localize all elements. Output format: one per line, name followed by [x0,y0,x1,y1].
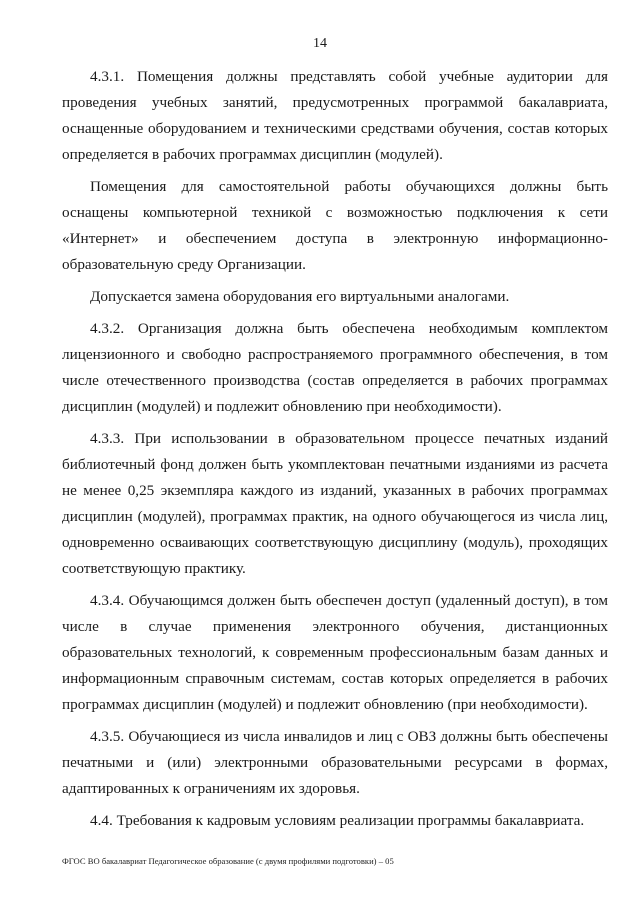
paragraph-4-3-2: 4.3.2. Организация должна быть обеспечена необходимым комплектом лицензионного и свободно распространяемого программного обеспечения, в том числе отечественного производства (состав определяется в рабочих программах дисциплин (модулей) и подлежит обновлению при необходимости). [62,320,608,415]
page-number: 14 [313,36,327,51]
paragraph-self-study-rooms: Помещения для самостоятельной работы обучающихся должны быть оснащены компьютерной техникой с возможностью подключения к сети «Интернет» и обеспечением доступа в электронную информационно-образовательную среду Организации. [62,178,608,273]
page-footer: ФГОС ВО бакалавриат Педагогическое образование (с двумя профилями подготовки) – 05 [62,856,394,866]
paragraph-4-3-1: 4.3.1. Помещения должны представлять собой учебные аудитории для проведения учебных занятий, предусмотренных программой бакалавриата, оснащенные оборудованием и техническими средствами обучения, состав которых определяется в рабочих программах дисциплин (модулей). [62,68,608,163]
document-body [62,64,608,834]
paragraph-4-3-5: 4.3.5. Обучающиеся из числа инвалидов и лиц с ОВЗ должны быть обеспечены печатными и (или) электронными образовательными ресурсами в формах, адаптированных к ограничениям их здоровья. [62,728,608,797]
paragraph-virtual-analogs: Допускается замена оборудования его виртуальными аналогами. [90,288,510,305]
paragraph-4-3-4: 4.3.4. Обучающимся должен быть обеспечен доступ (удаленный доступ), в том числе в случае применения электронного обучения, дистанционных образовательных технологий, к современным профессиональным базам данных и информационным справочным системам, состав которых определяется в рабочих программах дисциплин (модулей) и подлежит обновлению (при необходимости). [62,592,608,713]
paragraph-4-3-3: 4.3.3. При использовании в образовательном процессе печатных изданий библиотечный фонд должен быть укомплектован печатными изданиями из расчета не менее 0,25 экземпляра каждого из изданий, указанных в рабочих программах дисциплин (модулей), программах практик, на одного обучающегося из числа лиц, одновременно осваивающих соответствующую дисциплину (модуль), проходящих соответствующую практику. [62,430,608,577]
paragraph-4-4: 4.4. Требования к кадровым условиям реализации программы бакалавриата. [90,812,585,829]
